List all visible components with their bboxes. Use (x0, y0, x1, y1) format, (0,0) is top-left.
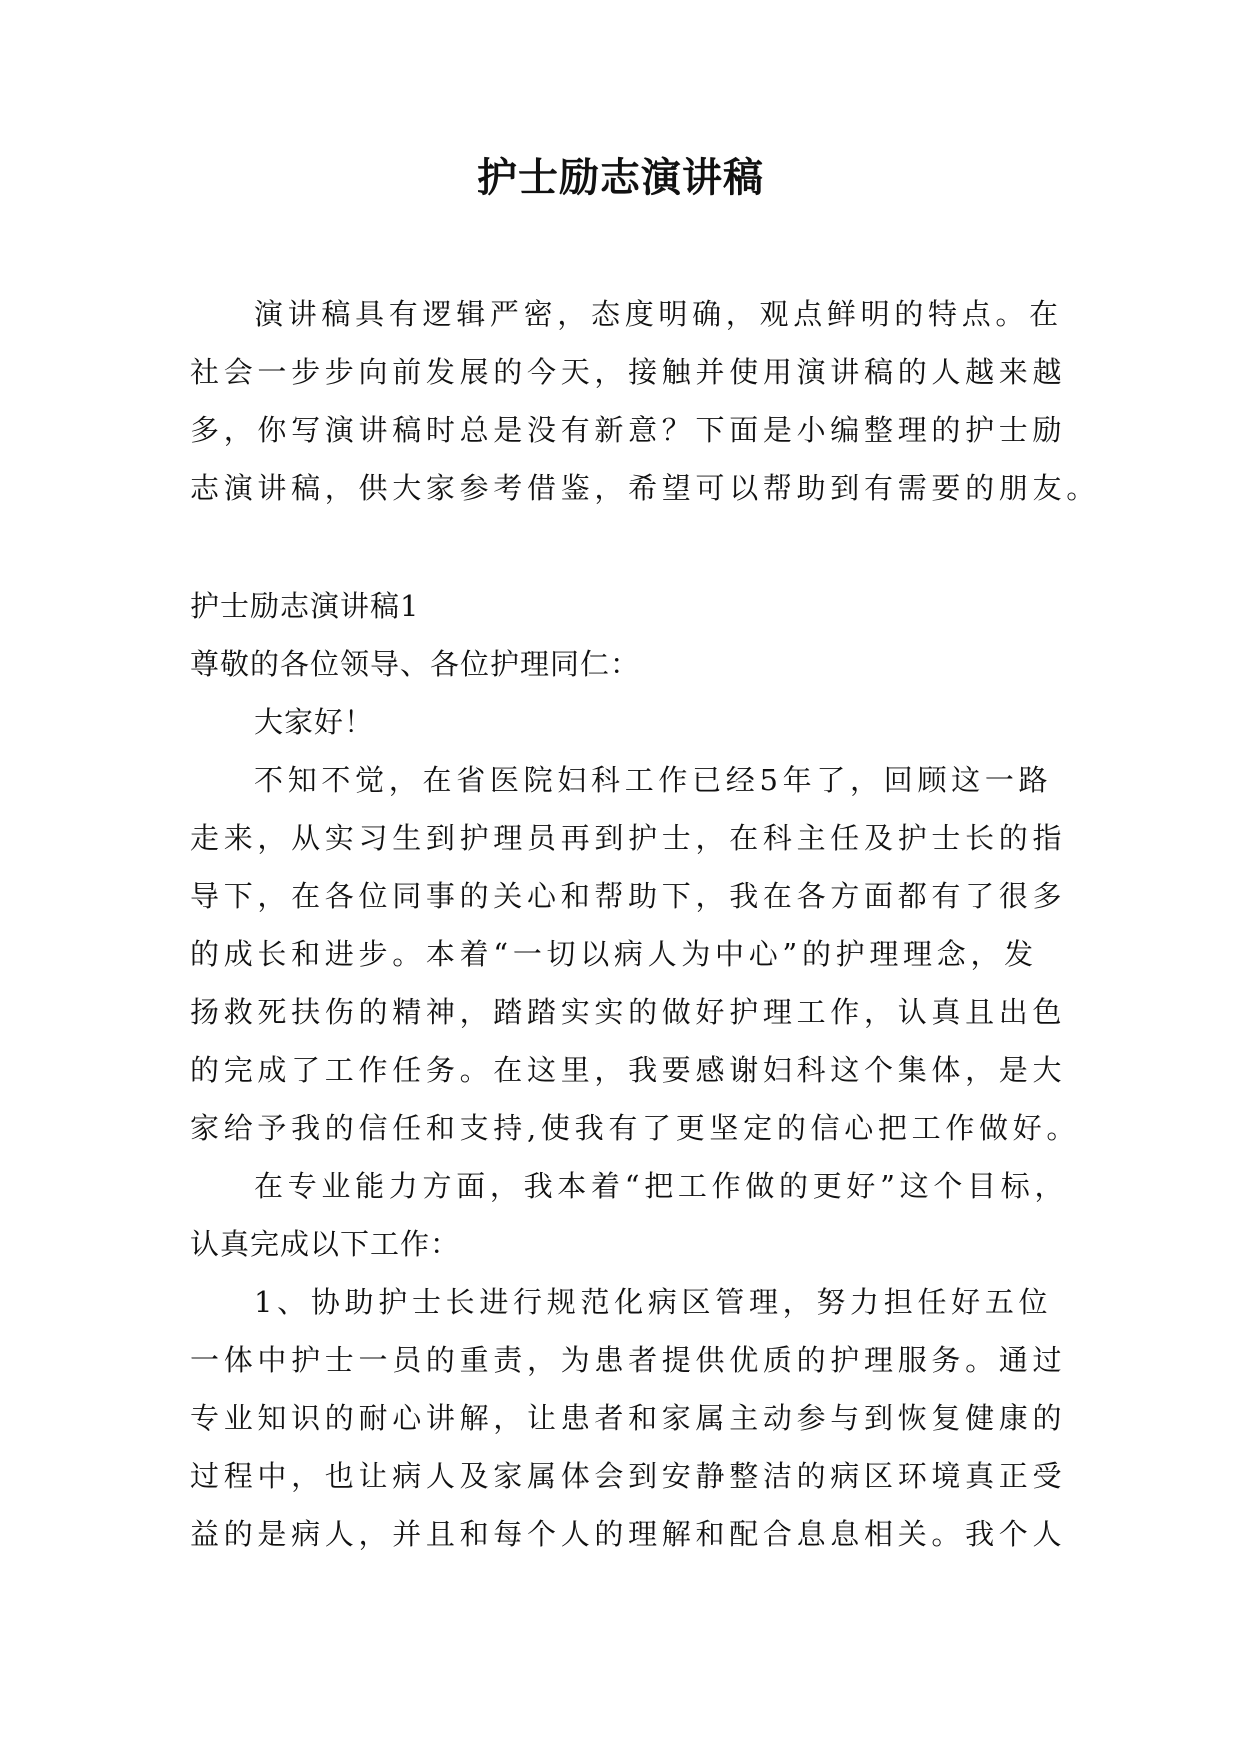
text-line: 导下，在各位同事的关心和帮助下，我在各方面都有了很多 (190, 879, 1067, 913)
greeting: 大家好！ (254, 705, 375, 739)
paragraph-1 (190, 751, 1081, 1157)
text-line: 专业知识的耐心讲解，让患者和家属主动参与到恢复健康的 (190, 1401, 1067, 1435)
paragraph-2 (190, 1157, 1069, 1273)
paragraph-3 (190, 1273, 1067, 1563)
text-line: 演讲稿具有逻辑严密，态度明确，观点鲜明的特点。在 (254, 297, 1063, 331)
text-line: 的成长和进步。本着“一切以病人为中心”的护理理念，发 (190, 937, 1038, 971)
text-line: 家给予我的信任和支持,使我有了更坚定的信心把工作做好。 (190, 1111, 1081, 1145)
text-line: 在专业能力方面，我本着“把工作做的更好”这个目标， (254, 1169, 1069, 1203)
document-title: 护士励志演讲稿 (477, 154, 764, 201)
text-line: 1、协助护士长进行规范化病区管理，努力担任好五位 (254, 1285, 1053, 1319)
text-line: 过程中，也让病人及家属体会到安静整洁的病区环境真正受 (190, 1459, 1067, 1493)
text-line: 一体中护士一员的重责，为患者提供优质的护理服务。通过 (190, 1343, 1067, 1377)
text-line: 认真完成以下工作： (190, 1227, 461, 1261)
text-line: 的完成了工作任务。在这里，我要感谢妇科这个集体，是大 (190, 1053, 1067, 1087)
text-line: 益的是病人，并且和每个人的理解和配合息息相关。我个人 (190, 1517, 1067, 1551)
text-line: 志演讲稿，供大家参考借鉴，希望可以帮助到有需要的朋友。 (190, 471, 1100, 505)
salutation: 尊敬的各位领导、各位护理同仁： (190, 647, 641, 681)
text-line: 走来，从实习生到护理员再到护士，在科主任及护士长的指 (190, 821, 1067, 855)
text-line: 多，你写演讲稿时总是没有新意？下面是小编整理的护士励 (190, 413, 1067, 447)
text-line: 扬救死扶伤的精神，踏踏实实的做好护理工作，认真且出色 (190, 995, 1067, 1029)
intro-paragraph (190, 285, 1100, 517)
text-line: 社会一步步向前发展的今天，接触并使用演讲稿的人越来越 (190, 355, 1067, 389)
text-line: 不知不觉，在省医院妇科工作已经5年了，回顾这一路 (254, 763, 1053, 797)
section-heading: 护士励志演讲稿1 (190, 589, 420, 623)
speech-body (190, 577, 1081, 1563)
